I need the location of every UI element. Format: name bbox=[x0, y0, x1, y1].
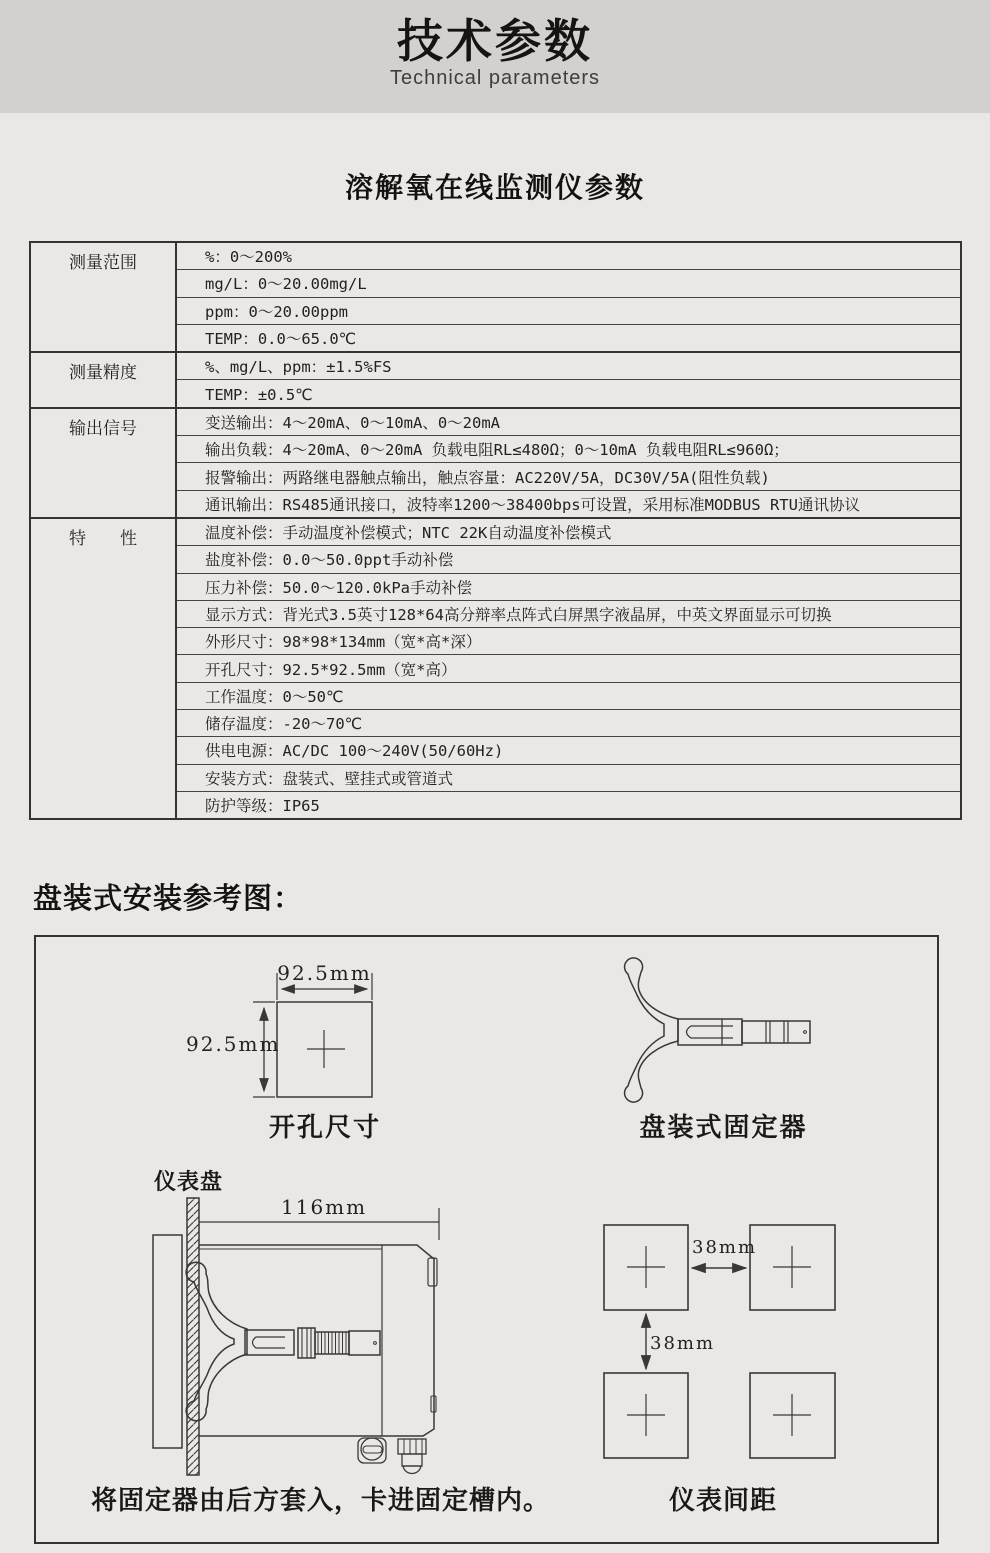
spec-table bbox=[29, 241, 962, 820]
hole-height-dimension: 92.5mm bbox=[186, 1032, 281, 1056]
spacing-drawing bbox=[604, 1225, 835, 1458]
side-view-drawing bbox=[153, 1198, 439, 1475]
diagram-heading: 盘装式安装参考图： bbox=[33, 883, 304, 915]
table-row: mg/L：0～20.00mg/L bbox=[177, 270, 960, 297]
insert-instruction: 将固定器由后方套入，卡进固定槽内。 bbox=[91, 1485, 551, 1515]
depth-dimension: 116mm bbox=[281, 1195, 368, 1219]
section-title: 溶解氧在线监测仪参数 bbox=[344, 172, 645, 203]
table-group-features bbox=[31, 519, 960, 818]
table-row: %、mg/L、ppm：±1.5%FS bbox=[177, 353, 960, 380]
table-row: 工作温度：0～50℃ bbox=[177, 683, 960, 710]
table-row: ppm：0～20.00ppm bbox=[177, 298, 960, 325]
table-row: TEMP：0.0～65.0℃ bbox=[205, 330, 357, 349]
table-row: 外形尺寸：98*98*134mm（宽*高*深） bbox=[177, 628, 960, 655]
header-band bbox=[0, 0, 990, 113]
hole-width-dimension: 92.5mm bbox=[277, 961, 372, 985]
table-row: 开孔尺寸：92.5*92.5mm（宽*高） bbox=[177, 655, 960, 682]
diagram-artwork bbox=[36, 937, 937, 1542]
table-row: 储存温度：-20～70℃ bbox=[177, 710, 960, 737]
fixer-caption: 盘装式固定器 bbox=[639, 1112, 808, 1142]
table-row: 显示方式：背光式3.5英寸128*64高分辩率点阵式白屏黑字液晶屏，中英文界面显示可切换 bbox=[177, 601, 960, 628]
panel-label: 仪表盘 bbox=[154, 1169, 224, 1194]
spacing-caption: 仪表间距 bbox=[668, 1485, 777, 1515]
table-group-accuracy bbox=[31, 353, 960, 409]
page-title: 技术参数 bbox=[397, 15, 593, 67]
hole-caption: 开孔尺寸 bbox=[268, 1112, 381, 1142]
table-row: 输出负载：4～20mA、0～20mA 负载电阻RL≤480Ω；0～10mA 负载电阻RL≤960Ω； bbox=[177, 436, 960, 463]
table-group-output bbox=[31, 409, 960, 519]
group-label: 测量范围 bbox=[31, 243, 177, 351]
table-row: 安装方式：盘装式、壁挂式或管道式 bbox=[177, 765, 960, 792]
table-row: TEMP：±0.5℃ bbox=[205, 385, 313, 404]
page-subtitle-en: Technical parameters bbox=[389, 67, 601, 89]
table-row: 变送输出：4～20mA、0～10mA、0～20mA bbox=[177, 409, 960, 436]
group-label: 测量精度 bbox=[31, 353, 177, 407]
table-row: %：0～200% bbox=[177, 243, 960, 270]
table-row: 压力补偿：50.0～120.0kPa手动补偿 bbox=[177, 574, 960, 601]
table-row: 通讯输出：RS485通讯接口，波特率1200～38400bps可设置，采用标准MODBUS RTU通讯协议 bbox=[205, 495, 860, 514]
installation-diagram bbox=[34, 935, 939, 1544]
group-label: 特 性 bbox=[31, 519, 177, 818]
table-group-range bbox=[31, 243, 960, 353]
table-row: 防护等级：IP65 bbox=[205, 797, 320, 816]
spacing-h-dimension: 38mm bbox=[692, 1237, 758, 1258]
spacing-v-dimension: 38mm bbox=[650, 1333, 716, 1354]
fixer-drawing bbox=[625, 958, 810, 1102]
table-row: 盐度补偿：0.0～50.0ppt手动补偿 bbox=[177, 546, 960, 573]
table-row: 报警输出：两路继电器触点输出，触点容量：AC220V/5A，DC30V/5A(阻性负载) bbox=[177, 463, 960, 490]
table-row: 供电电源：AC/DC 100～240V(50/60Hz) bbox=[177, 737, 960, 764]
group-label: 输出信号 bbox=[31, 409, 177, 517]
table-row: 温度补偿：手动温度补偿模式；NTC 22K自动温度补偿模式 bbox=[177, 519, 960, 546]
